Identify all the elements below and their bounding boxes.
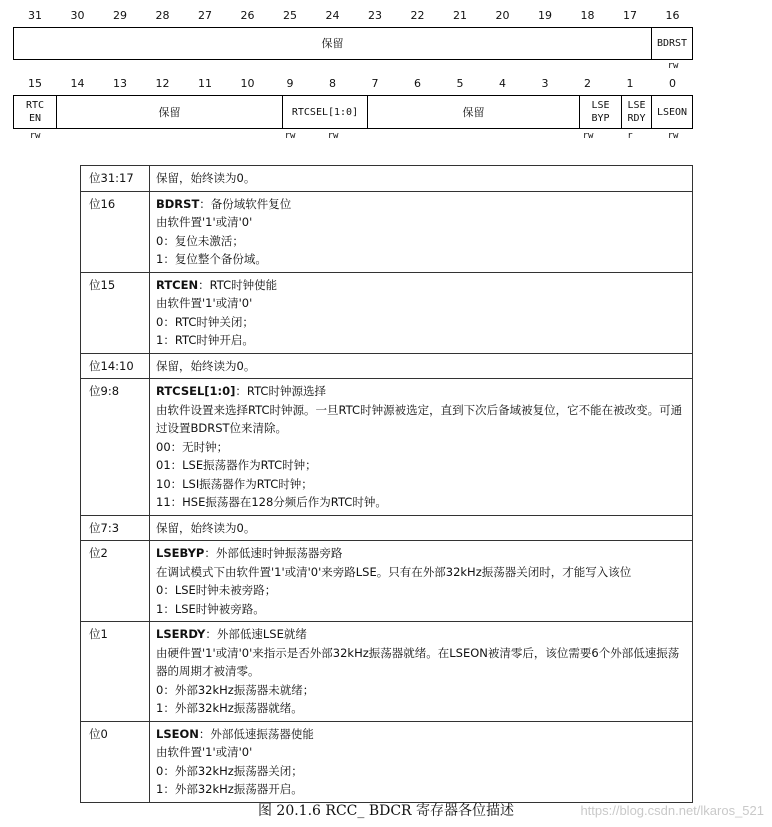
lseon-access: rw: [667, 131, 679, 141]
table-row: [81, 191, 693, 272]
watermark: https://blog.csdn.net/lkaros_521: [580, 803, 764, 818]
description-cell: [150, 541, 693, 622]
description-cell: [150, 379, 693, 516]
upper-bit-20: 20: [495, 9, 510, 22]
table-row: [81, 622, 693, 722]
description-cell: [150, 515, 693, 541]
upper-bit-28: 28: [155, 9, 170, 22]
lower-bit-0: 0: [669, 77, 676, 90]
lsebyp-field: LSE BYP: [580, 96, 622, 128]
upper-reserved-field: 保留: [14, 28, 652, 59]
description-line: 保留，始终读为0。: [156, 358, 256, 373]
description-line: 保留，始终读为0。: [156, 520, 256, 535]
table-row: [81, 353, 693, 379]
upper-bit-16: 16: [665, 9, 680, 22]
lserdy-field: LSE RDY: [622, 96, 652, 128]
bdrst-field: BDRST: [656, 38, 688, 49]
field-title-text: ：备份域软件复位: [199, 196, 292, 211]
lower-bit-13: 13: [113, 77, 127, 90]
lower-bit-7: 7: [371, 77, 379, 90]
upper-bit-29: 29: [113, 9, 127, 22]
upper-bit-24: 24: [325, 9, 340, 22]
description-line: 1：复位整个备份域。: [156, 252, 267, 266]
description-line: 1：LSE时钟被旁路。: [156, 601, 265, 616]
table-row: [81, 721, 693, 802]
description-cell: [150, 191, 693, 272]
field-name: LSEBYP: [156, 546, 205, 560]
description-line: 由硬件置'1'或清'0'来指示是否外部32kHz振荡器就绪。在LSEON被清零后，该位需要6个外部低速振荡器的周期才被清零。: [156, 645, 680, 678]
field-name: RTCEN: [156, 277, 199, 292]
bit-range-cell: 位31:17: [81, 166, 150, 192]
description-cell: [150, 272, 693, 353]
description-line: 由软件置'1'或清'0': [156, 745, 253, 759]
upper-bit-22: 22: [410, 9, 425, 22]
lower-bit-1: 1: [626, 77, 634, 90]
description-line: 0：LSE时钟未被旁路；: [156, 583, 277, 597]
field-title-text: ：外部低速振荡器使能: [198, 726, 314, 741]
lower-bit-15: 15: [28, 77, 42, 90]
lower-register-row: [13, 95, 693, 129]
lower-reserved-field-2: 保留: [368, 96, 580, 128]
field-title-text: ：RTC时钟源选择: [235, 384, 326, 398]
rtcsel-field: RTCSEL[1:0]: [283, 96, 368, 128]
field-title: [156, 382, 686, 401]
description-line: 1：外部32kHz振荡器开启。: [156, 782, 303, 796]
table-row: [81, 541, 693, 622]
table-row: [81, 166, 693, 192]
lower-bit-4: 4: [499, 77, 506, 90]
lower-reserved-field-1: 保留: [57, 96, 283, 128]
field-title: [156, 195, 686, 214]
description-line: 00：无时钟；: [156, 439, 229, 454]
description-line: 1：RTC时钟开启。: [156, 333, 254, 347]
lower-bit-2: 2: [584, 77, 591, 90]
description-line: 0：外部32kHz振荡器未就绪；: [156, 682, 315, 697]
field-title: [156, 276, 686, 295]
description-cell: [150, 721, 693, 802]
upper-bit-21: 21: [453, 9, 467, 22]
bdrst-access: rw: [667, 61, 679, 71]
upper-bit-23: 23: [368, 9, 382, 22]
field-title-text: ：外部低速LSE就绪: [205, 627, 307, 641]
description-line: 11：HSE振荡器在128分频后作为RTC时钟。: [156, 495, 387, 509]
upper-bit-30: 30: [70, 9, 85, 22]
upper-bit-18: 18: [580, 9, 595, 22]
lower-bit-3: 3: [541, 77, 549, 90]
lower-bit-10: 10: [240, 77, 255, 90]
field-name: LSERDY: [156, 627, 206, 641]
lseon-field: LSEON: [656, 106, 688, 118]
upper-bit-17: 17: [623, 9, 637, 22]
rtcsel-bit8-access: rw: [327, 131, 339, 141]
bit-range-cell: 位1: [81, 622, 150, 722]
upper-bit-25: 25: [283, 9, 297, 22]
bit-range-cell: 位15: [81, 272, 150, 353]
rtcsel-bit9-access: rw: [284, 131, 296, 141]
field-title: [156, 544, 686, 563]
field-title-text: ：外部低速时钟振荡器旁路: [204, 546, 343, 560]
description-line: 在调试模式下由软件置'1'或清'0'来旁路LSE。只有在外部32kHz振荡器关闭时，才能写入该位: [156, 564, 632, 579]
description-line: 0：RTC时钟关闭；: [156, 314, 254, 329]
table-row: [81, 515, 693, 541]
lower-bit-6: 6: [414, 77, 421, 90]
bit-description-table: [80, 165, 693, 803]
lserdy-access: r: [627, 131, 633, 141]
upper-bit-19: 19: [538, 9, 552, 22]
description-line: 0：外部32kHz振荡器关闭；: [156, 763, 303, 778]
upper-register-row: [13, 27, 693, 60]
table-row: [81, 272, 693, 353]
table-row: [81, 379, 693, 516]
description-line: 由软件设置来选择RTC时钟源。一旦RTC时钟源被选定，直到下次后备域被复位，它不能在被改变。可通过设置BDRST位来清除。: [156, 402, 683, 435]
upper-bit-27: 27: [198, 9, 212, 22]
bit-range-cell: 位14:10: [81, 353, 150, 379]
lsebyp-access: rw: [582, 131, 594, 141]
field-name: RTCSEL[1:0]: [156, 384, 236, 398]
lower-bit-8: 8: [329, 77, 336, 90]
description-line: 10：LSI振荡器作为RTC时钟；: [156, 476, 313, 491]
field-name: LSEON: [156, 726, 199, 741]
bit-range-cell: 位0: [81, 721, 150, 802]
lower-bit-5: 5: [456, 77, 464, 90]
description-cell: [150, 622, 693, 722]
figure-caption: 图 20.1.6 RCC_ BDCR 寄存器各位描述: [257, 803, 515, 819]
description-line: 保留，始终读为0。: [156, 171, 256, 185]
lower-bit-11: 11: [198, 77, 212, 90]
lower-bit-14: 14: [70, 77, 85, 90]
lower-bit-12: 12: [155, 77, 170, 90]
description-cell: [150, 353, 693, 379]
bit-range-cell: 位7:3: [81, 515, 150, 541]
field-name: BDRST: [156, 196, 200, 211]
field-title-text: ：RTC时钟使能: [198, 277, 278, 292]
description-line: 1：外部32kHz振荡器就绪。: [156, 701, 303, 715]
field-title: [156, 625, 686, 644]
rtcen-access: rw: [29, 131, 41, 141]
description-line: 0：复位未激活；: [156, 233, 244, 248]
bit-range-cell: 位2: [81, 541, 150, 622]
bit-range-cell: 位9:8: [81, 379, 150, 516]
description-line: 01：LSE振荡器作为RTC时钟；: [156, 458, 317, 472]
bit-range-cell: 位16: [81, 191, 150, 272]
description-line: 由软件置'1'或清'0': [156, 215, 253, 229]
description-line: 由软件置'1'或清'0': [156, 296, 253, 310]
field-title: [156, 725, 686, 744]
upper-bit-31: 31: [28, 9, 42, 22]
description-cell: [150, 166, 693, 192]
upper-bit-26: 26: [240, 9, 255, 22]
lower-bit-9: 9: [286, 77, 294, 90]
rtcen-field: RTC EN: [14, 96, 57, 128]
